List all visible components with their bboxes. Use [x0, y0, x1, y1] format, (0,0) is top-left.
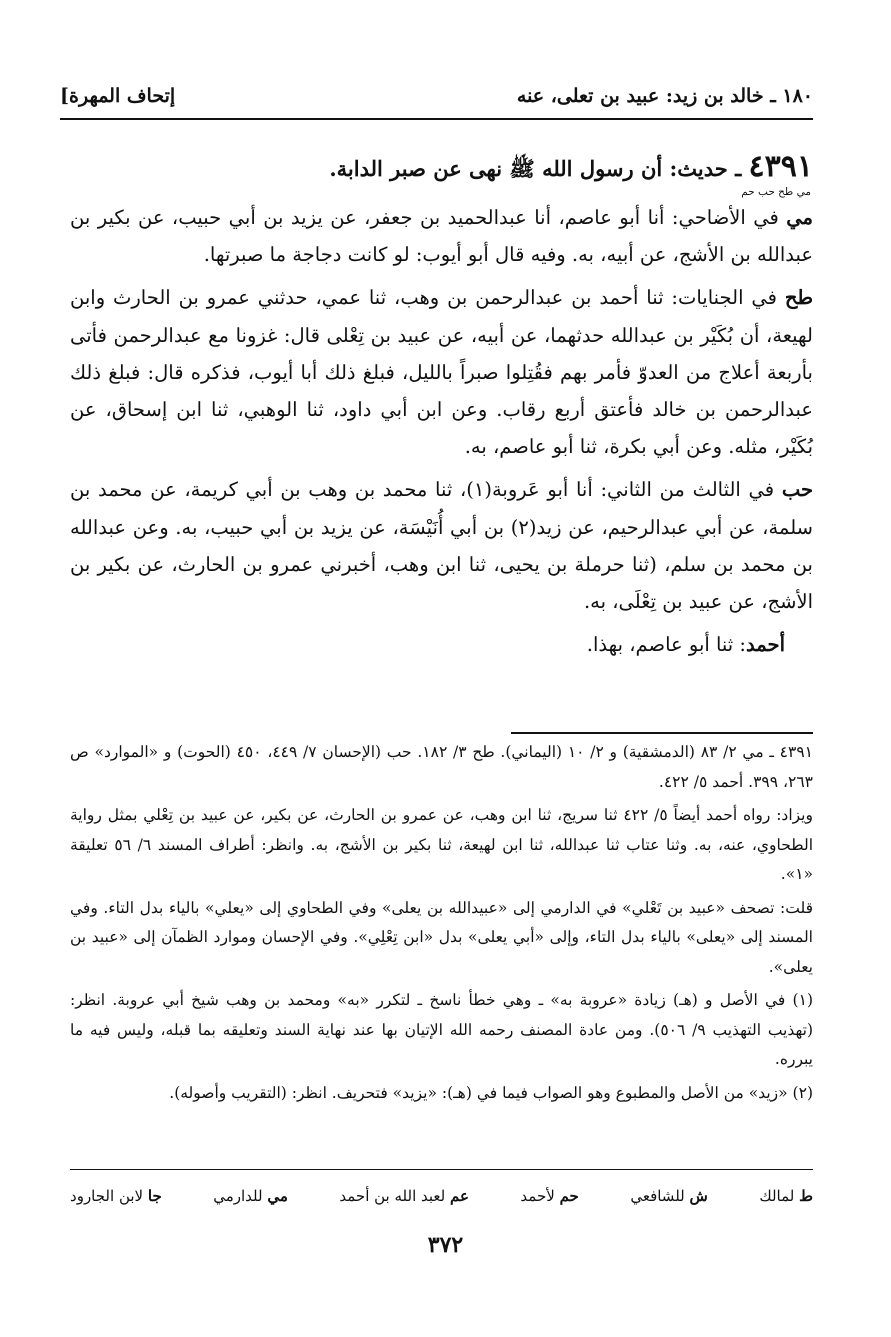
page-header — [60, 76, 813, 116]
footnote-references: ٤٣٩١ ـ مي ٢/ ٨٣ (الدمشقية) و ٢/ ١٠ (اليماني). طح ٣/ ١٨٢. حب (الإحسان ٧/ ٤٤٩، ٤٥٠ (الحوت) و «الموارد» ص ٢٦٣، ٣٩٩. أحمد ٥/ ٤٢٢. — [70, 743, 813, 791]
main-text — [70, 150, 813, 669]
footnotes — [70, 738, 813, 1112]
footnote-2: (٢) «زيد» من الأصل والمطبوع وهو الصواب فيما في (هـ): «يزيد» فتحريف. انظر: (التقريب وأصوله). — [169, 1083, 813, 1102]
hadith-title: ـ حديث: أن رسول الله ﷺ نهى عن صبر الدابة. — [329, 156, 742, 181]
abbreviations-rule — [70, 1169, 813, 1170]
paragraph-text: في الجنايات: ثنا أحمد بن عبدالرحمن بن وهب، ثنا عمي، حدثني عمرو بن الحارث وابن لهيعة، أن بُكَيْر بن عبدالله حدثهما، عن أبيه، عن عبيد بن تِعْلى قال: غزونا مع عبدالرحمن فأتى بأربعة أعلاج من العدوّ فأمر بهم فقُتِلوا صبراً بالليل، فبلغ ذلك أبا أيوب، فذكره قال: فبلغ ذلك عبدالرحمن بن خالد فأعتق أربع رقاب. وعن ابن أبي داود، ثنا الوهبي، ثنا ابن إسحاق، عن بُكَيْر، مثله. وعن أبي بكرة، ثنا أبو عاصم، به. — [70, 286, 813, 459]
paragraph-text: في الأضاحي: أنا أبو عاصم، أنا عبدالحميد بن جعفر، عن يزيد بن أبي حبيب، عن بكير بن عبدالله بن الأشج، عن أبيه، به. وفيه قال أبو أيوب: لو كانت دجاجة ما صبرتها. — [70, 206, 813, 267]
page-number: ٣٧٢ — [427, 1232, 464, 1258]
book-title: [إتحاف المهرة — [60, 85, 176, 107]
hadith-number: ٤٣٩١ — [748, 149, 813, 184]
paragraph-hib — [70, 471, 813, 620]
paragraph-ahmad — [70, 626, 813, 663]
hadith-heading — [70, 150, 813, 186]
paragraph-text: : ثنا أبو عاصم، بهذا. — [586, 633, 747, 657]
footnote-remark: قلت: تصحف «عبيد بن تَعْلي» في الدارمي إلى «عبيدالله بن يعلى» وفي الطحاوي إلى «يعلي» بالياء بدل التاء. وفي المسند إلى «يعلى» بالياء بدل التاء، وإلى «أبي يعلى» بدل «ابن تِعْلِي». وفي الإحسان وموارد الظمآن إلى «عبيد بن يعلى». — [70, 898, 813, 976]
source-code: أحمد — [746, 633, 785, 657]
paragraph-tah — [70, 279, 813, 465]
paragraph-mi — [70, 199, 813, 273]
abbr-item: جا لابن الجارود — [70, 1187, 162, 1205]
source-code: مي — [786, 206, 813, 229]
header-rule — [60, 118, 813, 120]
source-code: حب — [781, 478, 814, 502]
footnote-1: (١) في الأصل و (هـ) زيادة «عروبة به» ـ وهي خطأ ناسخ ـ لتكرر «به» ومحمد بن وهب شيخ أبي عروبة. انظر: (تهذيب التهذيب ٩/ ٥٠٦). ومن عادة المصنف رحمه الله الإتيان بها عند نهاية السند وتعليقه بما قبله، وليس فيه ما يبرره. — [70, 991, 813, 1068]
footnote-rule — [511, 732, 813, 734]
abbreviations-legend — [70, 1180, 813, 1212]
source-code: طح — [784, 286, 813, 310]
abbr-item: ش للشافعي — [630, 1187, 708, 1205]
running-title: ١٨٠ ـ خالد بن زيد: عبيد بن تعلى، عنه — [516, 85, 813, 107]
paragraph-text: في الثالث من الثاني: أنا أبو عَروبة(١)، ثنا محمد بن وهب بن أبي كريمة، عن محمد بن سلمة، عن أبي عبدالرحيم، عن زيد(٢) بن أبي أُنَيْسَة، عن يزيد بن أبي حبيب، به. وعن عبدالله بن محمد بن سلم، (ثنا حرملة بن يحيى، ثنا ابن وهب، أخبرني عمرو بن الحارث، عن بكير بن الأشج، عن عبيد بن تِعْلَى، به. — [70, 478, 814, 614]
abbr-item: عم لعبد الله بن أحمد — [339, 1187, 469, 1205]
footnote-additions: ويزاد: رواه أحمد أيضاً ٥/ ٤٢٢ ثنا سريج، ثنا ابن وهب، عن عمرو بن الحارث، عن بكير، عن عبيد بن تِعْلي بمثل رواية الطحاوي، عنه، به. وثنا عتاب ثنا عبدالله، ثنا ابن لهيعة، ثنا بكير بن الأشج، به. وانظر: أطراف المسند ٦/ ٥٦ تعليقة «١». — [70, 806, 814, 883]
sources-line: مي طح حب حم — [741, 186, 811, 198]
abbr-item: حم لأحمد — [520, 1187, 579, 1205]
abbr-item: ط لمالك — [759, 1187, 813, 1205]
abbr-item: مي للدارمي — [213, 1187, 288, 1205]
